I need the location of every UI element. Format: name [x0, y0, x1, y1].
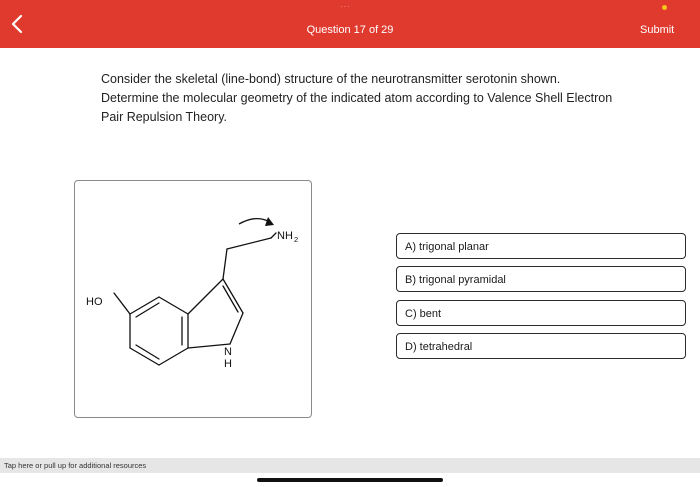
question-text: Consider the skeletal (line-bond) structure of the neurotransmitter serotonin shown. Determine the molecular geometry of the indicated atom according to Valence Shell Electron Pair Repulsion Theory.	[101, 72, 613, 124]
top-bar	[0, 0, 700, 48]
status-dot	[662, 5, 667, 10]
structure-drawing	[75, 181, 311, 417]
answer-option-b[interactable]: B) trigonal pyramidal	[396, 266, 686, 292]
home-indicator[interactable]	[257, 478, 443, 482]
answer-option-a[interactable]: A) trigonal planar	[396, 233, 686, 259]
answer-option-c[interactable]: C) bent	[396, 300, 686, 326]
nh2-label: NH	[277, 230, 293, 242]
page-title: Question 17 of 29	[306, 24, 394, 36]
answer-option-d[interactable]: D) tetrahedral	[396, 333, 686, 359]
serotonin-structure	[74, 180, 312, 418]
submit-button[interactable]: Submit	[640, 24, 675, 36]
h-label: H	[224, 358, 232, 370]
drag-dots: ···	[340, 2, 351, 11]
nh2-subscript: 2	[294, 235, 299, 244]
additional-resources-bar[interactable]: Tap here or pull up for additional resources	[0, 458, 700, 473]
ho-label: HO	[86, 296, 103, 308]
n-label: N	[224, 346, 232, 358]
